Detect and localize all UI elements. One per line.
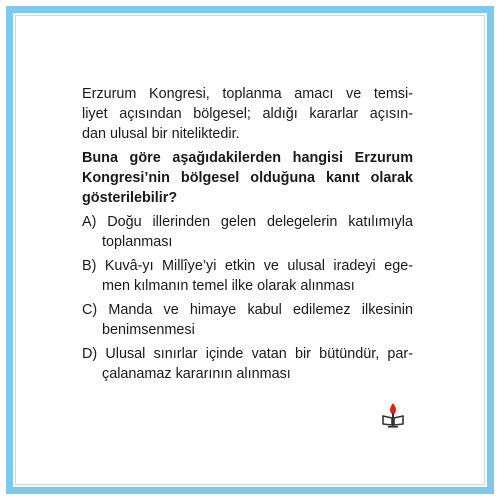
stem-line: liyet açısından bölgesel; aldığı kararlar açısın- (82, 106, 413, 122)
question-block (82, 84, 413, 388)
question-prompt (82, 148, 413, 208)
answer-option-a[interactable] (82, 212, 413, 252)
logo-flame-icon (390, 403, 396, 414)
option-b-line2: men kılmanın temel ilke olarak alınması (102, 278, 355, 294)
stem-line: Erzurum Kongresi, toplanma amacı ve temsi- (82, 86, 413, 102)
option-d-line2: çalanamaz kararının alınması (102, 366, 291, 382)
answer-option-d[interactable] (82, 344, 413, 384)
option-d-line1: D) Ulusal sınırlar içinde vatan bir bütündür, par- (82, 346, 413, 362)
prompt-line: Buna göre aşağıdakilerden hangisi Erzurum (82, 150, 413, 166)
option-c-line1: C) Manda ve himaye kabul edilemez ilkesinin (82, 302, 413, 318)
meb-torch-book-logo-icon (382, 402, 404, 428)
prompt-line: gösterilebilir? (82, 190, 178, 206)
answer-option-c[interactable] (82, 300, 413, 340)
option-c-line2: benimsenmesi (102, 322, 195, 338)
answer-option-b[interactable] (82, 256, 413, 296)
option-b-line1: B) Kuvâ-yı Millîye’yi etkin ve ulusal iradeyi ege- (82, 258, 413, 274)
option-a-line2: toplanması (102, 234, 173, 250)
stem-line: dan ulusal bir niteliktedir. (82, 126, 240, 142)
option-a-line1: A) Doğu illerinden gelen delegelerin katılımıyla (82, 214, 413, 230)
prompt-line: Kongresi’nin bölgesel olduğuna kanıt olarak (82, 170, 413, 186)
question-stem (82, 84, 413, 144)
logo-base-icon (388, 426, 398, 428)
